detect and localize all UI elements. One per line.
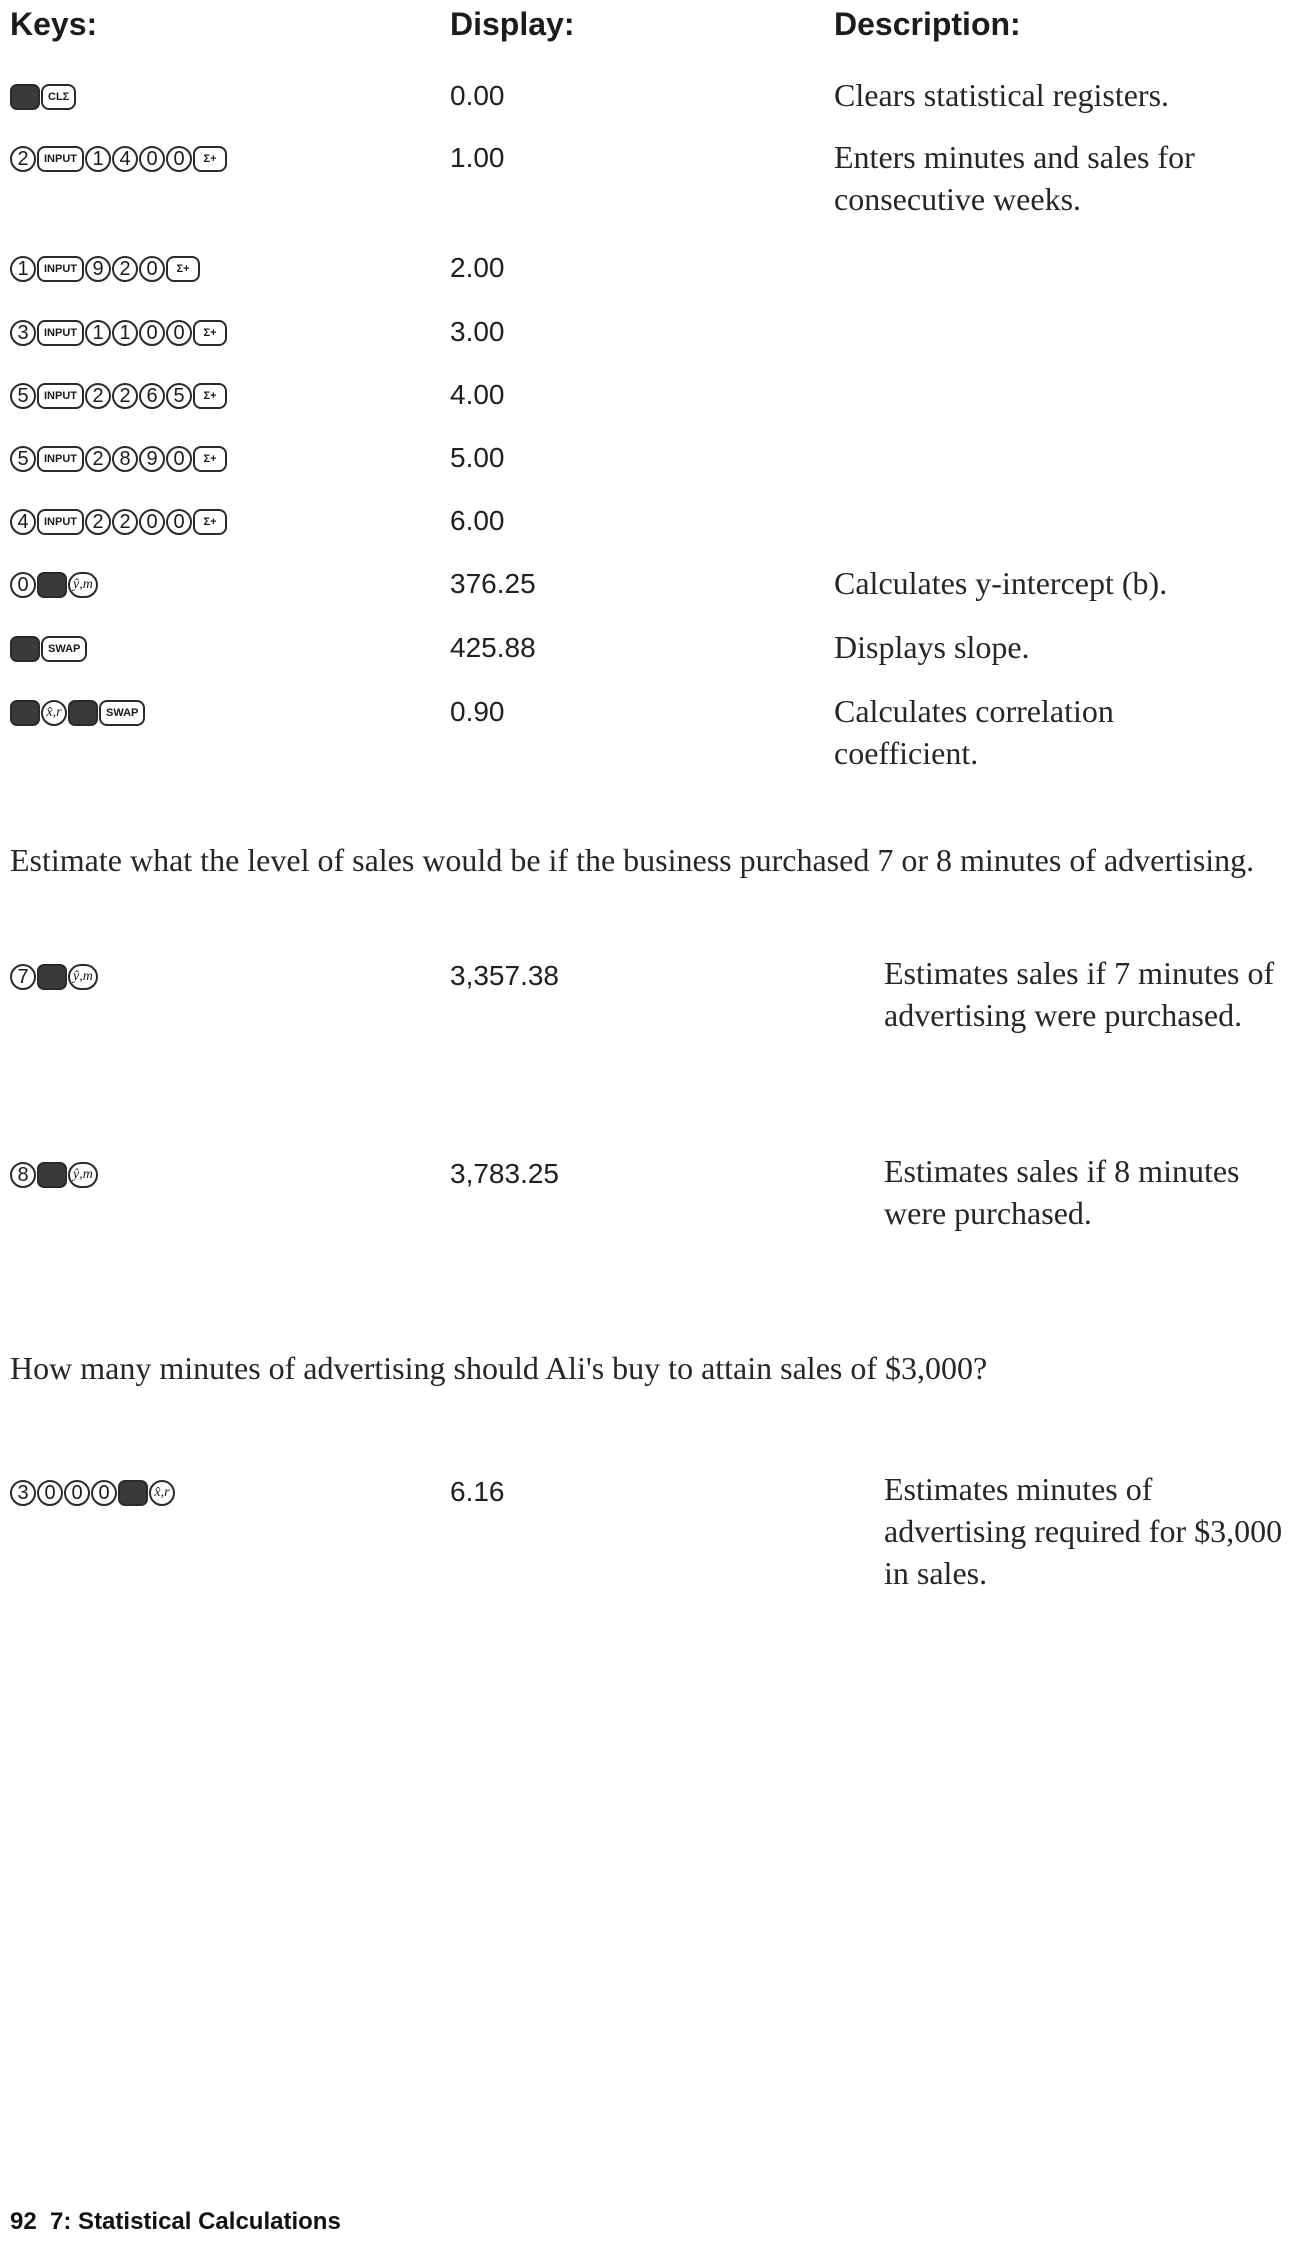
display-row-3000-sales: 6.16 xyxy=(450,1476,505,1507)
digit-key-icon: 2 xyxy=(85,509,111,535)
shift-key-icon xyxy=(10,700,40,726)
display-row-8: 376.25 xyxy=(450,568,536,599)
shift-key-icon xyxy=(10,636,40,662)
keys-row-3 xyxy=(10,256,200,282)
function-key-icon: Σ+ xyxy=(193,146,227,172)
function-key-icon: Σ+ xyxy=(193,383,227,409)
function-key-icon: INPUT xyxy=(37,509,84,535)
digit-key-icon: 8 xyxy=(112,446,138,472)
shift-key-icon xyxy=(37,1162,67,1188)
digit-key-icon: 4 xyxy=(112,146,138,172)
keys-row-9 xyxy=(10,636,87,662)
display-row-7: 6.00 xyxy=(450,505,505,536)
function-key-icon: INPUT xyxy=(37,383,84,409)
estimate-key-icon: x̂,r xyxy=(149,1480,175,1506)
display-row-8-minutes: 3,783.25 xyxy=(450,1158,559,1189)
display-row-9: 425.88 xyxy=(450,632,536,663)
display-row-5: 4.00 xyxy=(450,379,505,410)
function-key-icon: INPUT xyxy=(37,256,84,282)
digit-key-icon: 0 xyxy=(10,572,36,598)
digit-key-icon: 2 xyxy=(112,256,138,282)
display-row-10: 0.90 xyxy=(450,696,505,727)
digit-key-icon: 9 xyxy=(139,446,165,472)
chapter-title: 7: Statistical Calculations xyxy=(50,2208,341,2235)
description-row-10: Calculates correlation coefficient. xyxy=(834,693,1114,771)
digit-key-icon: 0 xyxy=(139,509,165,535)
digit-key-icon: 3 xyxy=(10,320,36,346)
digit-key-icon: 1 xyxy=(112,320,138,346)
display-row-4: 3.00 xyxy=(450,316,505,347)
keys-row-5 xyxy=(10,383,227,409)
function-key-icon: SWAP xyxy=(99,700,145,726)
description-row-8: Calculates y-intercept (b). xyxy=(834,565,1168,601)
keys-row-6 xyxy=(10,446,227,472)
digit-key-icon: 1 xyxy=(10,256,36,282)
digit-key-icon: 5 xyxy=(166,383,192,409)
function-key-icon: INPUT xyxy=(37,320,84,346)
shift-key-icon xyxy=(37,964,67,990)
keys-row-2 xyxy=(10,146,227,172)
digit-key-icon: 0 xyxy=(139,256,165,282)
display-row-6: 5.00 xyxy=(450,442,505,473)
digit-key-icon: 0 xyxy=(166,446,192,472)
digit-key-icon: 0 xyxy=(166,146,192,172)
function-key-icon: SWAP xyxy=(41,636,87,662)
keys-row-8-minutes xyxy=(10,1162,98,1188)
digit-key-icon: 0 xyxy=(37,1480,63,1506)
digit-key-icon: 0 xyxy=(139,320,165,346)
digit-key-icon: 5 xyxy=(10,446,36,472)
function-key-icon: Σ+ xyxy=(193,509,227,535)
keys-column-header: Keys: xyxy=(10,6,98,42)
digit-key-icon: 2 xyxy=(85,446,111,472)
estimate-key-icon: ŷ,m xyxy=(68,1162,98,1188)
shift-key-icon xyxy=(68,700,98,726)
instruction-paragraph-2: How many minutes of advertising should Ali's buy to attain sales of $3,000? xyxy=(10,1350,988,1386)
display-row-3: 2.00 xyxy=(450,252,505,283)
estimate-key-icon: ŷ,m xyxy=(68,572,98,598)
keys-row-3000-sales xyxy=(10,1480,175,1506)
function-key-icon: CLΣ xyxy=(41,84,76,110)
function-key-icon: Σ+ xyxy=(193,320,227,346)
digit-key-icon: 0 xyxy=(91,1480,117,1506)
digit-key-icon: 8 xyxy=(10,1162,36,1188)
keys-row-8 xyxy=(10,572,98,598)
description-column-header: Description: xyxy=(834,6,1021,42)
keys-row-4 xyxy=(10,320,227,346)
description-row-7-minutes: Estimates sales if 7 minutes of advertising were purchased. xyxy=(884,955,1275,1033)
keys-row-7-minutes xyxy=(10,964,98,990)
digit-key-icon: 0 xyxy=(139,146,165,172)
display-column-header: Display: xyxy=(450,6,575,42)
estimate-key-icon: ŷ,m xyxy=(68,964,98,990)
digit-key-icon: 1 xyxy=(85,320,111,346)
display-row-2: 1.00 xyxy=(450,142,505,173)
digit-key-icon: 4 xyxy=(10,509,36,535)
function-key-icon: INPUT xyxy=(37,146,84,172)
digit-key-icon: 0 xyxy=(64,1480,90,1506)
digit-key-icon: 2 xyxy=(10,146,36,172)
description-row-2: Enters minutes and sales for consecutive weeks. xyxy=(834,139,1195,217)
digit-key-icon: 2 xyxy=(112,509,138,535)
keys-row-7 xyxy=(10,509,227,535)
description-row-9: Displays slope. xyxy=(834,629,1030,665)
page-number: 92 xyxy=(10,2208,37,2235)
digit-key-icon: 9 xyxy=(85,256,111,282)
function-key-icon: Σ+ xyxy=(166,256,200,282)
keys-row-1 xyxy=(10,84,76,110)
keys-row-10 xyxy=(10,700,145,726)
function-key-icon: Σ+ xyxy=(193,446,227,472)
page-footer xyxy=(10,2208,341,2236)
shift-key-icon xyxy=(118,1480,148,1506)
description-row-3000-sales: Estimates minutes of advertising required for $3,000 in sales. xyxy=(884,1471,1283,1591)
digit-key-icon: 5 xyxy=(10,383,36,409)
digit-key-icon: 3 xyxy=(10,1480,36,1506)
estimate-key-icon: x̂,r xyxy=(41,700,67,726)
digit-key-icon: 1 xyxy=(85,146,111,172)
digit-key-icon: 0 xyxy=(166,509,192,535)
digit-key-icon: 7 xyxy=(10,964,36,990)
digit-key-icon: 2 xyxy=(112,383,138,409)
display-row-7-minutes: 3,357.38 xyxy=(450,960,559,991)
description-row-1: Clears statistical registers. xyxy=(834,77,1170,113)
digit-key-icon: 0 xyxy=(166,320,192,346)
shift-key-icon xyxy=(37,572,67,598)
function-key-icon: INPUT xyxy=(37,446,84,472)
digit-key-icon: 2 xyxy=(85,383,111,409)
shift-key-icon xyxy=(10,84,40,110)
description-row-8-minutes: Estimates sales if 8 minutes were purchased. xyxy=(884,1153,1240,1231)
instruction-paragraph-1: Estimate what the level of sales would be if the business purchased 7 or 8 minutes of advertising. xyxy=(10,842,1255,878)
digit-key-icon: 6 xyxy=(139,383,165,409)
display-row-1: 0.00 xyxy=(450,80,505,111)
